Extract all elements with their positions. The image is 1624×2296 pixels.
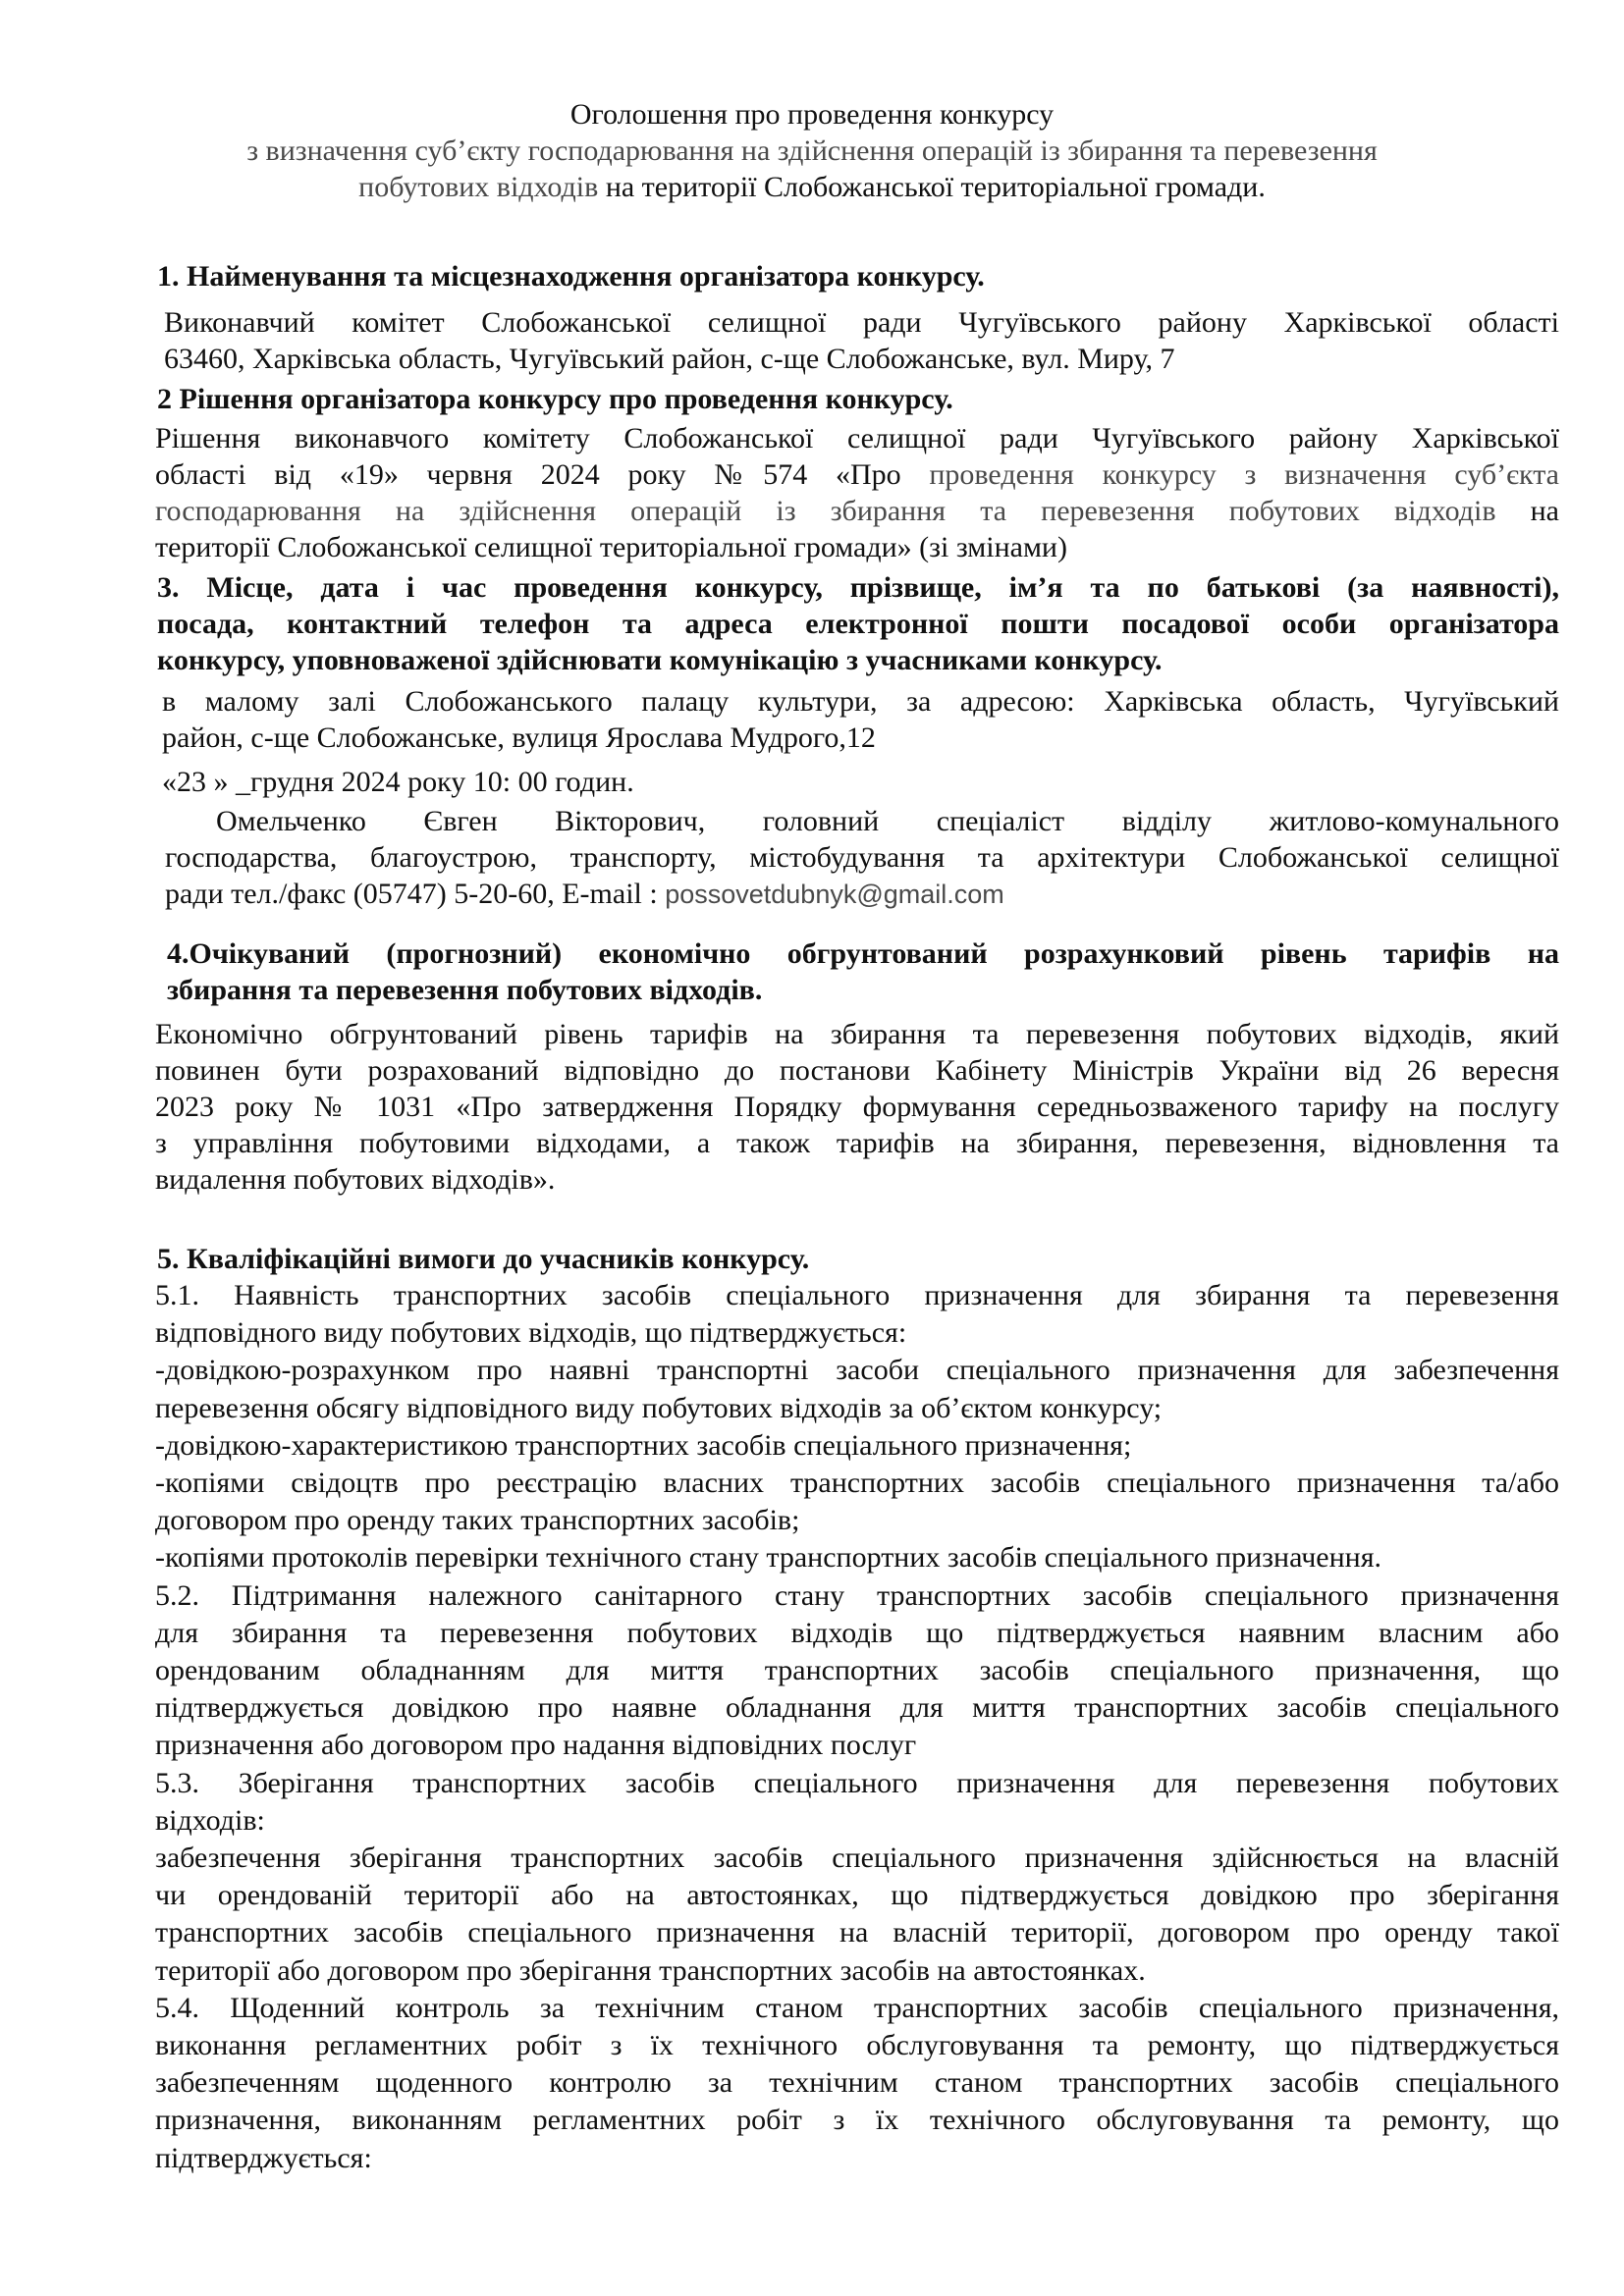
section-2-line-3a: господарювання на здійснення операцій із збирання та перевезення побутових відходів xyxy=(155,495,1496,527)
section-2-line-3 xyxy=(155,493,1559,529)
section-4-body xyxy=(155,1016,1559,1198)
section-3-contact-line-3 xyxy=(165,876,1559,913)
section-1-line-2: 63460, Харківська область, Чугуївський район, с-ще Слобожанське, вул. Миру, 7 xyxy=(164,343,1175,375)
section-5-line: транспортних засобів спеціального призначення на власній території, договором про оренду такої xyxy=(155,1916,1559,1949)
section-3-place-line-1: в малому залі Слобожанського палацу культури, за адресою: Харківська область, Чугуївський xyxy=(162,685,1559,718)
section-3-title-line-1: 3. Місце, дата і час проведення конкурсу, прізвище, ім’я та по батькові (за наявності), xyxy=(157,571,1559,604)
section-4-line-3: 2023 року № 1031 «Про затвердження Порядку формування середньозваженого тарифу на послугу xyxy=(155,1091,1559,1123)
contact-email-link[interactable]: possovetdubnyk@gmail.com xyxy=(665,880,1004,909)
section-5-line: 5.1. Наявність транспортних засобів спеціального призначення для збирання та перевезення xyxy=(155,1279,1559,1311)
section-5-line: перевезення обсягу відповідного виду побутових відходів за об’єктом конкурсу; xyxy=(155,1391,1163,1424)
section-2-body xyxy=(155,420,1559,565)
section-5-line: відходів: xyxy=(155,1803,265,1837)
section-3-contact-line-2: господарства, благоустрою, транспорту, містобудування та архітектури Слобожанської селищної xyxy=(165,841,1559,874)
header-line-3b: на території Слобожанської територіальної громади. xyxy=(598,171,1266,203)
header-line-3 xyxy=(147,169,1477,205)
section-3-place xyxy=(162,683,1559,800)
section-1-title xyxy=(157,258,1532,294)
section-3-title-line-3: конкурсу, уповноваженої здійснювати комунікацію з учасниками конкурсу. xyxy=(157,644,1163,676)
header-line-2: з визначення суб’єкту господарювання на здійснення операцій із збирання та перевезення xyxy=(246,134,1378,167)
section-2-title xyxy=(157,381,1532,417)
section-5-line: відповідного виду побутових відходів, що підтверджується: xyxy=(155,1316,907,1350)
section-5-line: 5.3. Зберігання транспортних засобів спеціального призначення для перевезення побутових xyxy=(155,1766,1559,1799)
section-5-body xyxy=(155,1277,1559,2177)
section-2-line-2a: області від «19» червня 2024 року №574 «Про xyxy=(155,458,930,491)
section-2-line-1: Рішення виконавчого комітету Слобожанської селищної ради Чугуївського району Харківської xyxy=(155,422,1559,454)
section-3-contact xyxy=(165,803,1559,913)
section-3-phone-text: ради тел./факс (05747) 5-20-60, E-mail : xyxy=(165,878,666,910)
section-4-line-4: з управління побутовими відходами, а також тарифів на збирання, перевезення, відновлення та xyxy=(155,1127,1559,1159)
section-5-line: призначення, виконанням регламентних робіт з їх технічного обслуговування та ремонту, що xyxy=(155,2104,1559,2137)
section-5-line: 5.4. Щоденний контроль за технічним станом транспортних засобів спеціального призначення, xyxy=(155,1991,1559,2024)
section-2-line-4: території Слобожанської селищної територіальної громади» (зі змінами) xyxy=(155,531,1067,563)
section-3-contact-line-1: Омельченко Євген Вікторович, головний спеціаліст відділу житлово-комунального xyxy=(216,805,1559,837)
section-3-date: «23 » _грудня 2024 року 10: 00 годин. xyxy=(162,766,634,798)
section-5-line: виконання регламентних робіт з їх технічного обслуговування та ремонту, що підтверджується xyxy=(155,2029,1559,2062)
section-1-body xyxy=(164,304,1559,377)
section-4-line-5: видалення побутових відходів». xyxy=(155,1163,556,1196)
section-3-title xyxy=(157,569,1559,678)
section-5-line: -копіями свідоцтв про реєстрацію власних транспортних засобів спеціального призначення та/або xyxy=(155,1467,1559,1500)
section-2-title-text: 2 Рішення організатора конкурсу про проведення конкурсу. xyxy=(157,383,953,415)
section-5-line: для збирання та перевезення побутових відходів що підтверджується наявним власним або xyxy=(155,1616,1559,1649)
section-1-title-text: 1. Найменування та місцезнаходження організатора конкурсу. xyxy=(157,260,985,293)
section-4-line-1: Економічно обгрунтований рівень тарифів на збирання та перевезення побутових відходів, який xyxy=(155,1018,1559,1050)
section-5-line: призначення або договором про надання відповідних послуг xyxy=(155,1729,917,1762)
section-5-line: -довідкою-розрахунком про наявні транспортні засоби спеціального призначення для забезпечення xyxy=(155,1354,1559,1387)
section-2-line-3b: на xyxy=(1495,495,1559,527)
section-5-line: території або договором про зберігання транспортних засобів на автостоянках. xyxy=(155,1953,1146,1987)
section-5-line: -довідкою-характеристикою транспортних засобів спеціального призначення; xyxy=(155,1428,1132,1462)
section-4-title-line-2: збирання та перевезення побутових відходів. xyxy=(167,974,763,1006)
section-1-line-1: Виконавчий комітет Слобожанської селищної ради Чугуївського району Харківської області xyxy=(164,306,1559,339)
section-5-line: чи орендованій території або на автостоянках, що підтверджується довідкою про зберігання xyxy=(155,1879,1559,1912)
section-5-line: підтверджується: xyxy=(155,2141,372,2174)
section-5-title xyxy=(157,1241,1532,1277)
section-5-line: -копіями протоколів перевірки технічного стану транспортних засобів спеціального призначення. xyxy=(155,1541,1382,1575)
section-4-title-line-1: 4.Очікуваний (прогнозний) економічно обгрунтований розрахунковий рівень тарифів на xyxy=(167,937,1559,970)
section-5-line: забезпеченням щоденного контролю за технічним станом транспортних засобів спеціального xyxy=(155,2066,1559,2100)
document-header xyxy=(147,96,1477,205)
section-5-line: 5.2. Підтримання належного санітарного стану транспортних засобів спеціального призначення xyxy=(155,1578,1559,1612)
section-5-title-text: 5. Кваліфікаційні вимоги до учасників конкурсу. xyxy=(157,1243,810,1275)
section-5-line: забезпечення зберігання транспортних засобів спеціального призначення здійснюється на власній xyxy=(155,1842,1559,1875)
section-4-line-2: повинен бути розрахований відповідно до постанови Кабінету Міністрів України від 26 вересня xyxy=(155,1054,1559,1087)
header-line-1: Оголошення про проведення конкурсу xyxy=(569,98,1055,131)
section-3-title-line-2: посада, контактний телефон та адреса електронної пошти посадової особи організатора xyxy=(157,608,1559,640)
section-2-line-2 xyxy=(155,456,1559,493)
section-5-line: договором про оренду таких транспортних засобів; xyxy=(155,1504,800,1537)
section-3-place-line-2: район, с-ще Слобожанське, вулиця Ярослава Мудрого,12 xyxy=(162,721,876,754)
section-2-line-2b: проведення конкурсу з визначення суб’єкта xyxy=(929,458,1560,491)
section-5-line: підтверджується довідкою про наявне обладнання для миття транспортних засобів спеціального xyxy=(155,1691,1559,1725)
header-line-3a: побутових відходів xyxy=(358,171,599,203)
section-4-title xyxy=(167,935,1559,1008)
section-5-line: орендованим обладнанням для миття транспортних засобів спеціального призначення, що xyxy=(155,1654,1559,1687)
